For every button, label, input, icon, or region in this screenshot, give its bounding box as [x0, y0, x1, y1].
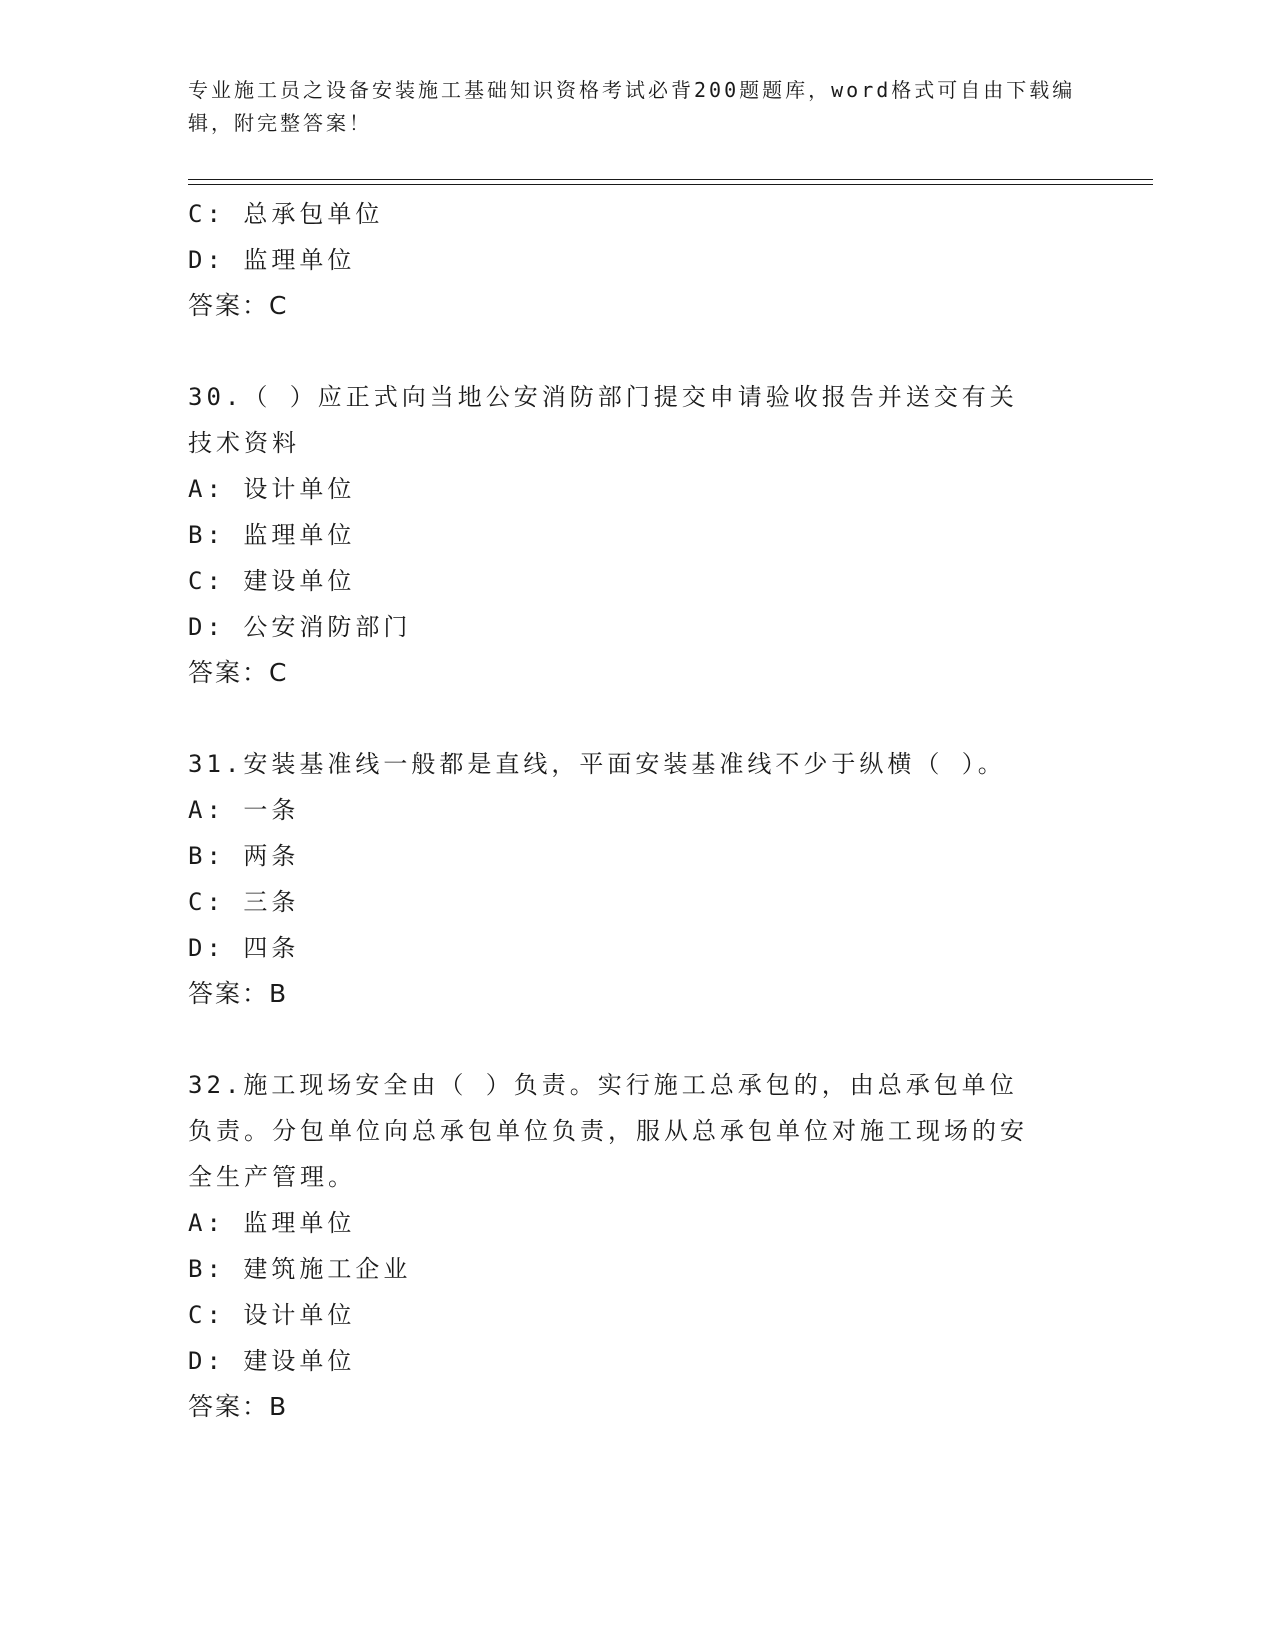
option-text: 四条: [243, 934, 300, 962]
option-row: [188, 1200, 1088, 1246]
answer-line: 答案：C: [188, 658, 289, 687]
option-row: [188, 925, 1088, 971]
option-letter: B:: [188, 842, 225, 870]
option-letter: A:: [188, 475, 225, 503]
option-text: 建设单位: [243, 567, 356, 595]
option-text: 监理单位: [243, 521, 356, 549]
option-letter: C:: [188, 888, 225, 916]
document-header: 专业施工员之设备安装施工基础知识资格考试必背200题题库，word格式可自由下载编辑，附完整答案！: [188, 78, 1076, 135]
option-letter: C:: [188, 200, 225, 228]
option-row: [188, 604, 1088, 650]
header-divider-bottom: [188, 184, 1153, 185]
option-row: [188, 558, 1088, 604]
question-stem: 31.安装基准线一般都是直线，平面安装基准线不少于纵横（ ）。: [188, 750, 1006, 778]
option-letter: D:: [188, 934, 225, 962]
option-letter: A:: [188, 796, 225, 824]
option-row: [188, 1292, 1088, 1338]
option-letter: B:: [188, 521, 225, 549]
option-letter: A:: [188, 1209, 225, 1237]
answer-line: 答案：C: [188, 291, 289, 320]
option-letter: D:: [188, 613, 225, 641]
option-text: 三条: [243, 888, 300, 916]
answer-line: 答案：B: [188, 979, 289, 1008]
option-text: 设计单位: [243, 1301, 356, 1329]
option-text: 监理单位: [243, 246, 356, 274]
option-text: 一条: [243, 796, 300, 824]
option-text: 公安消防部门: [243, 613, 412, 641]
option-row: [188, 466, 1088, 512]
question-list: [188, 191, 1088, 1430]
option-text: 建筑施工企业: [243, 1255, 412, 1283]
option-text: 建设单位: [243, 1347, 356, 1375]
header-divider-top: [188, 179, 1153, 180]
option-letter: B:: [188, 1255, 225, 1283]
option-row: [188, 512, 1088, 558]
option-text: 总承包单位: [243, 200, 384, 228]
option-row: [188, 787, 1088, 833]
option-row: [188, 833, 1088, 879]
option-letter: D:: [188, 246, 225, 274]
option-row: [188, 879, 1088, 925]
option-row: [188, 1246, 1088, 1292]
answer-line: 答案：B: [188, 1392, 289, 1421]
question-stem: 30.（ ）应正式向当地公安消防部门提交申请验收报告并送交有关技术资料: [188, 383, 1018, 457]
question-stem: 32.施工现场安全由（ ）负责。实行施工总承包的，由总承包单位负责。分包单位向总承包单位负责，服从总承包单位对施工现场的安全生产管理。: [188, 1071, 1028, 1191]
option-text: 监理单位: [243, 1209, 356, 1237]
option-row: [188, 1338, 1088, 1384]
option-letter: C:: [188, 567, 225, 595]
option-letter: C:: [188, 1301, 225, 1329]
option-row: [188, 237, 1088, 283]
option-row: [188, 191, 1088, 237]
option-text: 两条: [243, 842, 300, 870]
option-text: 设计单位: [243, 475, 356, 503]
option-letter: D:: [188, 1347, 225, 1375]
